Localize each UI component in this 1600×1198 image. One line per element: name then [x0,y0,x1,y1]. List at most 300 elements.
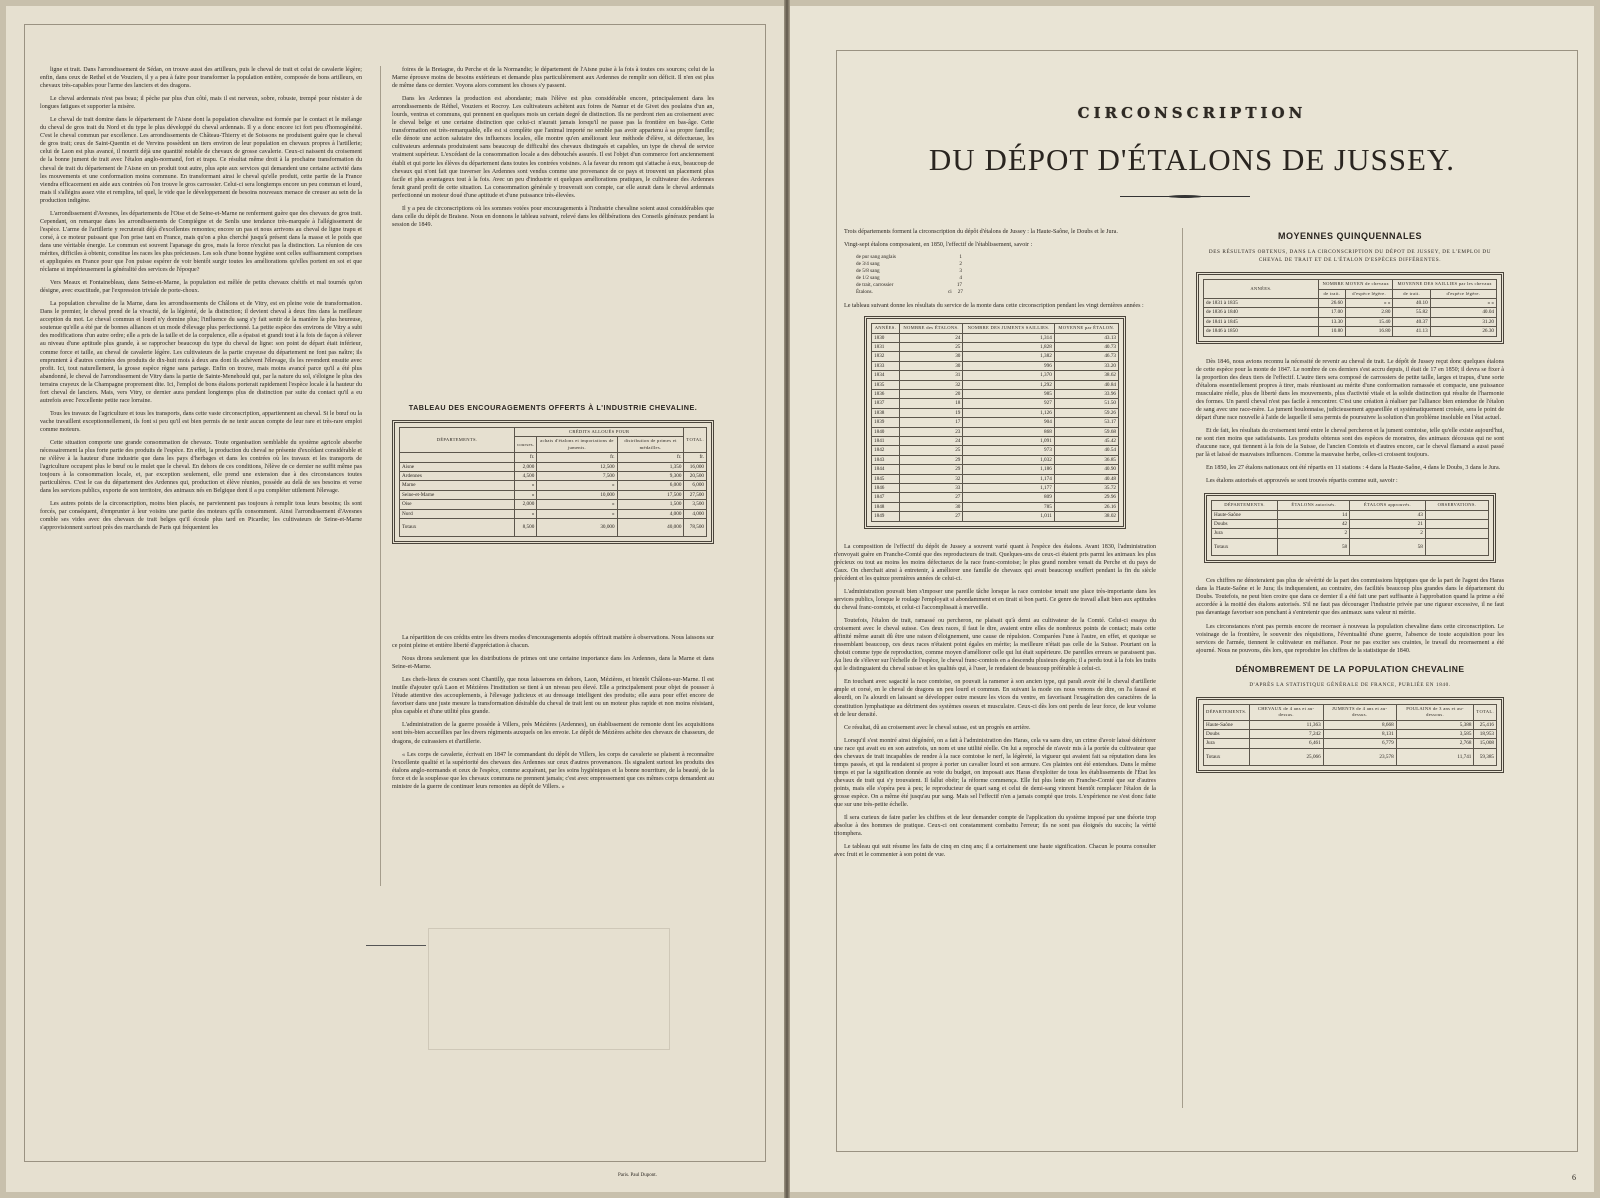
unit-cell: fr. [515,453,537,462]
table-cell: 51.50 [1054,399,1118,408]
ornament-rule [366,944,426,947]
table-cell: 17,500 [617,490,684,499]
table-cell: 785 [963,502,1054,511]
effectif-rows [856,254,1156,289]
table-row [872,399,1119,408]
table-cell: 1,174 [963,474,1054,483]
table-row [872,437,1119,446]
table-cell: 40.73 [1054,342,1118,351]
total-cell: 8,500 [515,519,537,536]
total-label: Totaux [1212,538,1278,555]
unit-cell: fr. [684,453,707,462]
table-cell: 31.20 [1430,317,1496,326]
row-label: Marne [400,481,515,490]
row-label: 1836 [872,389,900,398]
total-row [400,519,707,536]
table-cell: 40.84 [1054,380,1118,389]
table-header-cell: ÉTALONS autorisés. [1278,501,1350,510]
table-cell: 30 [899,361,963,370]
right-column-2-text-b [1196,577,1504,654]
table-cell: 4,000 [617,509,684,518]
table-cell: 1,370 [963,371,1054,380]
table-row [872,380,1119,389]
effectif-row [856,275,1156,282]
table-row [872,502,1119,511]
paragraph: Les chefs-lieux de courses sont Chantilly, que nous laisserons en dehors, Laon, Mézières, et bientôt Châlons-sur-Marne. Il est inutile d'ajouter qu'à Laon et Mézières l'institution se tient à un niveau peu élevé. Elle a principalement pour objet de pousser à l'étude attentive des accouplements, à l'élevage judicieux et au dressage intelligent des produits; elle aura pour effet encore de favoriser dans une juste mesure la transformation désirable du cheval de trait lent ou un moteur plus rapide et non moins résistant, plus capable et d'une utilité plus grande. [392,677,714,716]
table-cell: 24 [899,333,963,342]
col-header-credits: CRÉDITS ALLOUÉS POUR [515,428,684,437]
table-cell: 15,008 [1474,739,1497,748]
row-label: 1849 [872,512,900,521]
paragraph: Le cheval ardennais n'est pas beau; il pèche par plus d'un côté, mais il est nerveux, sobre, robuste, trempé pour résister à de longues fatigues et supporter la misère. [40,96,362,111]
page-number: 6 [1572,1173,1576,1182]
paragraph: Les étalons autorisés et approuvés se sont trouvés répartis comme suit, savoir : [1206,478,1398,485]
table-cell: 17.00 [1319,308,1346,317]
table-header-cell: TOTAL. [1474,704,1497,720]
table-cell: 20,500 [684,472,707,481]
denombrement-title: DÉNOMBREMENT DE LA POPULATION CHEVALINE [1235,663,1465,674]
title-circonscription: CIRCONSCRIPTION [1077,104,1307,122]
paragraph: Le tableau qui suit résume les faits de cinq en cinq ans; il a certainement une haute signification. Chacun le pourra consulter avec fruit et le commenter à son point de vue. [834,844,1156,859]
total-cell: 59,385 [1474,748,1497,765]
table-row [872,361,1119,370]
table-row [1204,739,1497,748]
row-label: 1833 [872,361,900,370]
table-cell: 27,500 [684,490,707,499]
table-cell [1425,529,1488,538]
table-cell: 40.10 [1393,298,1430,307]
table-cell: 59.26 [1054,408,1118,417]
moy-sub-2: d'espèce légère. [1345,289,1393,298]
table-row [400,490,707,499]
table-row [1212,529,1489,538]
table-row [872,371,1119,380]
table-cell: 2,000 [515,500,537,509]
paragraph: En touchant avec sagacité la race comtoise, on pouvait la ramener à son ancien type, qui paraît avoir été le cheval d'artillerie ample et corsé, en le cheval de dragons un peu lourd et commun. En suivant la mode ces nous venons de dire, on l'a faussé et alourdi, on l'a alourdi en laissant se développer outre mesure les vices du ventre, en favorisant l'exagération des caractères de la constitution lymphatique au détriment des systèmes osseux et musculaire. Ceux-ci dès lors ont perdu de leur force, de leur volume et de leur densité. [834,679,1156,718]
effectif-row [856,282,1156,289]
table-cell: 4,500 [515,472,537,481]
table-cell: 53.17 [1054,418,1118,427]
paragraph: Et de fait, les résultats du croisement tenté entre le cheval percheron et la jument comtoise, telle qu'elle existe aujourd'hui, ne sont rien moins que satisfaisants. Les produits obtenus sont des espèces de monstres, des animaux décousus qui ne sont d'aucune race, qui tiennent à la fois de la Suisse, de l'ancien Comtois et d'autres encore, car le cheval flamand a aussi passé par là et laissé de mauvaises influences. Comme la mauvaise herbe, celles-ci croissent toujours. [1196,427,1504,459]
table-cell: 3,500 [684,500,707,509]
table-row [1204,308,1497,317]
effectif-count: 2 [959,261,962,268]
row-label: de 1841 à 1845 [1204,317,1319,326]
table-row [1204,317,1497,326]
row-label: Doubs [1212,520,1278,529]
row-label: Aisne [400,462,515,471]
row-label: 1845 [872,474,900,483]
left-page [6,6,784,1192]
table-cell: 41.13 [1393,327,1430,336]
table-cell: 1,500 [617,500,684,509]
table-row [400,462,707,471]
paragraph: Les autres points de la circonscription, moins bien placés, ne parviennent pas toujours à remplir tous leurs besoins; ils sont forcés, par conséquent, d'emprunter à leur voisins une partie des moteurs qu'ils consomment. Ainsi l'arrondissement d'Avesnes comble ses vides avec des chevaux de trait belges qu'il écoule plus tard en Picardie; les cultivateurs de Seine-et-Marne s'approvisionnent surtout près des marchands de Paris qui fréquentent les [40,501,362,532]
row-label: 1838 [872,408,900,417]
table-header-cell: CHEVAUX de 4 ans et au-dessus. [1249,704,1323,720]
table-cell: 16.80 [1345,327,1393,336]
row-label: 1848 [872,502,900,511]
total-cell: 23,578 [1323,748,1396,765]
encouragements-table-box [392,420,714,543]
table-cell [1425,510,1488,519]
table-cell: 18 [899,399,963,408]
row-label: 1830 [872,333,900,342]
table-cell: 8,668 [1323,720,1396,729]
effectif-count: 4 [959,275,962,282]
table-cell: 2,768 [1396,739,1474,748]
table-cell: 996 [963,361,1054,370]
table-cell: 26.60 [1319,298,1346,307]
intro-2: Le tableau suivant donne les résultats du service de la monte dans cette circonscription pendant les vingt dernières années : [844,303,1144,310]
table-cell: 29.96 [1054,493,1118,502]
row-label: de 1836 à 1840 [1204,308,1319,317]
row-label: 1846 [872,484,900,493]
table-header-cell: POULAINS de 3 ans et au-dessous. [1396,704,1474,720]
table-header-cell: JUMENTS de 4 ans et au-dessus. [1323,704,1396,720]
total-row [1204,748,1497,765]
table-cell: » [537,509,617,518]
table-cell: 10.80 [1319,327,1346,336]
paragraph: Lorsqu'il s'est montré ainsi dégénéré, on a fait à l'administration des Haras, cela va sans dire, un crime d'avoir laissé détériorer une race qui avait eu en son autrefois, un nom et une utilité réelle. On lui a reproché de n'avoir mis à la portée du cultivateur que des chevaux de trait incapables de rendre à la race comtoise le nerf, la légèreté, la vigueur qui avaient fait sa réputation dans les temps passés, et qui la rendaient si propre à porter un cavalier lourd et son armure. Ces plaintes ont été entendues. Dans le même temps et par la signification donnée au vote du budget, on imposait aux Haras d'exploiter de tous les établissements de l'État les chevaux de trait qui s'y trouvaient. Il fallut obéir; la réforme commença. Elle fut plus lente en Franche-Comté que sur d'autres points, mais elle s'opéra peu à peu; le reproducteur de quart sang et celui de demi-sang vinrent bientôt remplacer l'étalon de la grosse espèce. On a même été jusqu'au pur sang. Mais sel l'effectif n'en a jamais compté que trois. L'expérience ne s'est donc faite que sur une très-petite échelle. [834,737,1156,809]
denombrement-subtitle: D'APRÈS LA STATISTIQUE GÉNÉRALE DE FRANCE, PUBLIÉE EN 1840. [1249,681,1451,688]
moy-header-group-1: NOMBRE MOYEN de chevaux [1319,280,1393,289]
table-cell: 2 [1350,529,1426,538]
table-cell: 30 [899,502,963,511]
right-column-1 [834,228,1156,864]
paragraph: Cette situation comporte une grande consommation de chevaux. Toute organisation semblable du système agricole absorbe nécessairement la plus forte partie des produits de l'espèce. En effet, la production du cheval ne présente d'excédant considérable et ne s'élève à la hauteur d'une industrie que dans les pays d'herbages et dans les contrées où les travaux et les transports de l'agriculture occupent plus le bœuf ou le mulet que le cheval. En dehors de ces conditions, l'élève de ce dernier ne suffit même pas toujours à la consommation locale, et, par exception seulement, elle prend une extension due à des circonstances toutes particulières. C'est le cas du département des Ardennes qui, production et élève réunies, possède au delà de ses besoins et verse dans les services publics, exporte de son territoire, des animaux nés en Belgique dont il a pu compléter utilement l'élevage. [40,439,362,495]
row-label: 1839 [872,418,900,427]
total-cell: 11,741 [1396,748,1474,765]
moyennes-title: MOYENNES QUINQUENNALES [1277,231,1422,241]
table-cell: 6,000 [617,481,684,490]
effectif-total [856,289,1156,296]
table-cell: 4,000 [684,509,707,518]
table-cell: 3,585 [1396,730,1474,739]
effectif-row [856,261,1156,268]
table-cell: 30 [899,352,963,361]
moy-sub-4: d'espèce légère. [1430,289,1496,298]
table-cell: 15.40 [1345,317,1393,326]
paragraph: Dans les Ardennes la production est abondante; mais l'élève est plus considérable encore, principalement dans les arrondissements de Réthel, Vouziers et Rocroy. Les cultivateurs achètent aux foires de Namur et de Givet des poulains d'un an, lourds, ventrus et communs, qui prennent en quelques mois un certain degré de distinction. Ils ne perdront rien au croisement avec le cheval belge et une certaine distinction que celui-ci n'aurait jamais lorsqu'il ne passe pas la frontière en bas-âge. Cette transformation est très-remarquable, elle est si complète que l'animal importé ne semble pas avoir appartenu à sa propre famille; elle dénote une action salutaire des influences locales, elle montre qu'en améliorant leur méthode d'élève, si défectueuse, les cultivateurs ardennais produiraient sans beaucoup de difficulté des chevaux distingués et capables, un type de cheval de service vraiment supérieur. L'excédant de la consommation locale a des débouchés assurés. Il est l'objet d'un commerce fort anciennement établi et qui porte les élèves du département dans toutes les contrées voisines. A la faveur du renom qui s'attache à eux, beaucoup de chevaux qui n'ont fait que traverser les Ardennes sont vendus comme une provenance de ce pays et trouvent un placement plus facile et plus avantageux tout à la fois. Avec un peu d'industrie et quelques améliorations pratiques, le cultivateur des Ardennes ferait grand profit de cette situation. La consommation générale y trouverait son compte, car elle aurait dans le cheval ardennais perfectionné un moteur doué d'une aptitude et d'une puissance très-élevées. [392,96,714,199]
paragraph: La répartition de ces crédits entre les divers modes d'encouragements adoptés offrirait matière à observations. Nous laissons sur ce point pleine et entière liberté d'appréciation à chacun. [392,635,714,650]
right-column-divider [1182,228,1183,1108]
table-cell: 21 [1350,520,1426,529]
table-row [400,481,707,490]
table-header-cell: DÉPARTEMENTS. [1212,501,1278,510]
moyennes-table-box [1196,272,1504,343]
row-label: 1840 [872,427,900,436]
row-label: Jura [1212,529,1278,538]
table-cell: 11,363 [1249,720,1323,729]
autorises-table [1211,500,1489,556]
table-cell: 25 [899,446,963,455]
row-label: Haute-Saône [1212,510,1278,519]
table-cell: 1,828 [963,342,1054,351]
moy-header-group-2: MOYENNE DES SAILLIES par les chevaux [1393,280,1497,289]
table-cell: 14 [1278,510,1350,519]
table-cell: 7,242 [1249,730,1323,739]
table-cell: 1,177 [963,484,1054,493]
table-cell: 973 [963,446,1054,455]
total-cell: 25,066 [1249,748,1323,765]
table-cell: 26.16 [1054,502,1118,511]
page-title: DU DÉPOT D'ÉTALONS DE JUSSEY. [928,142,1456,177]
row-label: 1832 [872,352,900,361]
paragraph: Ce résultat, dû au croisement avec le cheval suisse, est un progrès en arrière. [844,724,1031,731]
row-label: 1842 [872,446,900,455]
table-cell: 25,416 [1474,720,1497,729]
effectif-count: 3 [959,268,962,275]
table-cell: 31 [899,371,963,380]
table-cell: 33.96 [1054,389,1118,398]
table-cell: 9,300 [617,472,684,481]
row-label: de 1846 à 1850 [1204,327,1319,336]
table-row [872,465,1119,474]
table-cell: 1,091 [963,437,1054,446]
row-label: 1847 [872,493,900,502]
table-cell: 6,461 [1249,739,1323,748]
table-cell: 27 [899,512,963,521]
table-cell: 27 [899,493,963,502]
table-row [400,509,707,518]
table-row [872,342,1119,351]
title-ornament [1120,195,1250,199]
right-column-1-text [834,543,1156,860]
total-label: Totaux [1204,748,1250,765]
left-column-2-continued [392,634,714,796]
encouragements-body [400,453,707,536]
table-cell: 36.85 [1054,455,1118,464]
table-cell: 26.30 [1430,327,1496,336]
paragraph: Ces chiffres ne dénoteraient pas plus de sévérité de la part des commissions hippiques que de la part de l'agent des Haras dans la Haute-Saône et le Jura; ils indiqueraient, au contraire, des facilités beaucoup plus grandes dans le département du Doubs. Toutefois, ne peut bien croire que dans ce dernier il a été fait une part suffisante à l'approbation quand la prime a été accordée à la moitié des étalons autorisés. S'il ne faut pas décourager l'industrie privée par une rigueur excessive, il ne faut pas davantage favoriser son penchant à s'entretenir que des animaux sans valeur ni mérite. [1196,578,1504,617]
table-row [1204,730,1497,739]
paragraph: foires de la Bretagne, du Perche et de la Normandie; le département de l'Aisne puise à la fois à toutes ces sources; celui de la Marne éprouve moins de besoins extérieurs et demande plus particulièrement aux Ardennes de remplir son déficit. Il n'en est plus de même dans ce dernier. Voyons alors comment les choses s'y passent. [392,67,714,90]
paragraph: La composition de l'effectif du dépôt de Jussey a souvent varié quant à l'espèce des étalons. Avant 1830, l'administration n'envoyait guère en Franche-Comté que des reproducteurs de trait. Quelques-uns de ceux-ci étaient pris parmi les animaux les plus précieux ou tout au moins les moins défectueux de la race franc-comtoise; le plus grand nombre venait du Perche et du pays de Caux. On cherchait ainsi à entretenir, à améliorer une famille de chevaux qui avait beaucoup souffert pendant la fin du siècle précédent et les quinze premières années de celui-ci. [834,543,1156,582]
left-column-1 [40,66,362,537]
table-row [1212,510,1489,519]
table-cell: 42 [1278,520,1350,529]
table-cell: 1,032 [963,455,1054,464]
moy-sub-1: de trait. [1319,289,1346,298]
intro-paragraph: Trois départements forment la circonscription du dépôt d'étalons de Jussey : la Haute-Saône, le Doubs et le Jura. [844,229,1118,235]
table-cell: 8,131 [1323,730,1396,739]
table-cell: 10,000 [537,490,617,499]
table-cell [1425,520,1488,529]
table-row [872,474,1119,483]
effectif-total-label: ci [948,289,952,296]
effectif-row [856,254,1156,261]
monte-header-row [872,324,1119,333]
table-cell: 40.04 [1430,308,1496,317]
paragraph: Tous les travaux de l'agriculture et tous les transports, dans cette vaste circonscription, appartiennent au cheval. Si le bœuf ou la vache travaillent exceptionnellement, ils font si peu qu'il est bien permis de ne tenir aucun compte de leur rare et très-rare emploi comme moteurs. [40,410,362,433]
table-cell: 38.02 [1054,512,1118,521]
effectif-count: 1 [959,254,962,261]
table-cell: 33.20 [1054,361,1118,370]
col-header-primes: distribution de primes et médailles. [617,437,684,453]
moy-header-annees: ANNÉES. [1204,280,1319,299]
right-column-2-text [1196,358,1504,486]
table-header-cell: DÉPARTEMENTS. [1204,704,1250,720]
table-cell: 38.62 [1054,371,1118,380]
table-row [1204,720,1497,729]
monte-body [872,333,1119,521]
table-cell: 43 [1350,510,1426,519]
autorises-body [1212,510,1489,556]
table-cell: 25 [899,342,963,351]
table-cell: 18,953 [1474,730,1497,739]
row-label: 1837 [872,399,900,408]
row-label: Jura [1204,739,1250,748]
total-cell [1425,538,1488,555]
autorises-table-box [1204,493,1496,563]
paragraph: Nous dirons seulement que les distributions de primes ont une certaine importance dans les Ardennes, dans la Marne et dans Seine-et-Marne. [392,656,714,671]
table-cell: » [515,490,537,499]
autorises-header-row [1212,501,1489,510]
table-cell: 809 [963,493,1054,502]
faint-showthrough [428,928,670,1050]
table-cell: 24 [899,437,963,446]
table-cell: » » [1345,298,1393,307]
table-header-cell: ÉTALONS approuvés. [1350,501,1426,510]
paragraph: Vers Meaux et Fontainebleau, dans Seine-et-Marne, la population est mêlée de petits chevaux chétifs et mal tournés qu'on désigne, avec exactitude, par l'expression triviale de porte-choux. [40,280,362,295]
row-label: Doubs [1204,730,1250,739]
printer-imprint: Paris. Paul Dupont. [618,1173,657,1178]
col-header-courses: courses. [515,437,537,453]
row-label: Oise [400,500,515,509]
effectif-row [856,268,1156,275]
table-cell: 12,500 [537,462,617,471]
row-label: 1841 [872,437,900,446]
table-cell: 35.72 [1054,484,1118,493]
col-header-total: TOTAL. [684,428,707,453]
table-header-cell: NOMBRE des ÉTALONS. [899,324,963,333]
table-row [872,408,1119,417]
col-header-achats: achats d'étalons et importations de juments. [537,437,617,453]
paragraph: Toutefois, l'étalon de trait, ramassé ou percheron, ne plaisait qu'à demi au cultivateur de la Comté. Celui-ci essaya du croisement avec le cheval suisse. Ces deux races, il faut le dire, avaient entre elles de nombreux points de contact; mais cette affinité même aurait dû être une raison d'éloignement, une cause de répulsion. Comparées l'une à l'autre, en effet, et quoique se ressemblant beaucoup, ces deux races n'étaient point égales en mérite; la meilleure n'était pas celle de la Suisse. Pourtant on la choisit comme type de reproduction, comme moyen d'améliorer celle qui lui était supérieure. De pareilles erreurs se paraissent pas. Au lieu de s'élever sur l'échelle de l'espèce, le cheval franc-comtois en a descendu plusieurs degrés; il a perdu tout à la fois les traits qui le distinguaient du cheval suisse et les qualités qui, à l'user, le rendaient de beaucoup préférable à celui-ci. [834,618,1156,673]
table-row [872,418,1119,427]
right-column-2 [1196,228,1504,773]
denombrement-table [1203,704,1497,766]
row-label: Ardennes [400,472,515,481]
effectif-kind: de trait, carrossier [856,282,894,289]
table-row [400,500,707,509]
table-row [872,389,1119,398]
paragraph: La population chevaline de la Marne, dans les arrondissements de Châlons et de Vitry, est en pleine voie de transformation. Dans le premier, le cheval prend de la vivacité, de la légèreté, de la distinction; il devient cheval à deux fins dans la meilleure acception du mot. Le cheval commun et lourd n'y domine plus; l'influence du sang s'y fait sentir de la manière la plus heureuse, soutenue qu'elle a été par de bonnes alliances et un mode d'élevage plus perfectionné. La petite espèce des environs de Vitry a subi des modifications d'un autre ordre; elle a pris de la taille et de la corpulence, elle a épaissi et grandi tout à la fois de façon à s'élever au niveau d'une aptitude plus grande, à se rapprocher beaucoup du type du cheval de ligne: son point de départ était inférieur, comme force et taille, au cheval de cavalerie légère. Les cultivateurs de la partie crayeuse du département ne font pas naître; ils empruntent à d'autres contrées des produits de dix-huit mois à deux ans dont ils achèvent l'élevage, ils les revendent ensuite avec profit. Ici, tout naturellement, la grosse espèce règne sans partage. Enfin on trouve, mais moins avancé parce qu'il a été plus abandonné, le cheval de l'arrondissement de Vitry dans la partie de Sainte-Menehould qui, par la nature du sol, s'éloigne le plus des terrains crayeux de la Champagne proprement dite. Ici, l'emploi de bons étalons porterait rapidement l'espèce locale à la hauteur du fort cheval de lanciers. Mais, vers Vitry, ce dernier aura pendant longtemps plus de distinction par suite du contact qu'il a eu autrefois avec l'excellente petite race lorraine. [40,301,362,404]
table-cell: 2.80 [1345,308,1393,317]
effectif-count: 17 [956,282,962,289]
table-cell: 904 [963,418,1054,427]
table-row [872,484,1119,493]
moy-sub-3: de trait. [1393,289,1430,298]
paragraph: « Les corps de cavalerie, écrivait en 1847 le commandant du dépôt de Villers, les corps de cavalerie se plaisent à reconnaître l'excellente qualité et la supériorité des chevaux des Ardennes sur ceux d'autres provenances. Ils signalent surtout les produits des étalons anglo-normands et ceux de l'espèce, comme acquérant, par les soins hygiéniques et la bonne nourriture, de la beauté, de la force et de la souplesse que les chevaux communs ne prennent jamais; c'est avec empressement que ces mêmes corps demandent au ministre de la guerre de continuer leurs remontes au dépôt de Villers. » [392,751,714,790]
table-cell: 985 [963,389,1054,398]
table-cell: 29 [899,455,963,464]
table-cell: 1,126 [963,408,1054,417]
table-cell: 1,292 [963,380,1054,389]
table-header-cell: OBSERVATIONS. [1425,501,1488,510]
moyennes-table [1203,279,1497,336]
paragraph: En 1850, les 27 étalons nationaux ont été répartis en 11 stations : 4 dans la Haute-Saône, 4 dans le Doubs, 3 dans le Jura. [1206,465,1501,472]
table-cell: 17 [899,418,963,427]
table-cell: 19 [899,408,963,417]
table-row [1204,327,1497,336]
table-cell: » [515,481,537,490]
table-cell: 55.82 [1393,308,1430,317]
paragraph: Il sera curieux de faire parler les chiffres et de leur demander compte de l'application du système imposé par une théorie trop absolue à des hommes de pratique. Ceux-ci ont constamment combattu l'erreur; ils ne sont pas éloignés du succès; la vérité triomphera. [834,815,1156,838]
table-row [872,512,1119,521]
table-row [872,455,1119,464]
table-cell: » » [1430,298,1496,307]
table-cell: 43.13 [1054,333,1118,342]
total-cell: 58 [1350,538,1426,555]
table-cell: 32 [899,380,963,389]
paragraph: L'administration de la guerre possède à Villers, près Mézières (Ardennes), un établissement de remonte dont les acquisitions sont très-bien accueillies par les divers régiments auxquels on les envoie. Le dépôt de Mézières achète des chevaux de chasseurs, de dragons, de cuirassiers et d'artillerie. [392,722,714,745]
unit-cell: fr. [537,453,617,462]
moyennes-subtitle: DES RÉSULTATS OBTENUS, DANS LA CIRCONSCRIPTION DU DÉPOT DE JUSSEY, DE L'EMPLOI DU CHEVAL DE TRAIT ET DE L'ÉTALON D'ESPÈCES DIFFÉRENTES. [1208,249,1492,264]
column-divider [380,66,381,886]
table-cell: 868 [963,427,1054,436]
table-cell: 46.73 [1054,352,1118,361]
table-cell: 2 [1278,529,1350,538]
total-label: Totaux [400,519,515,536]
table-cell: 7,500 [537,472,617,481]
table-cell: » [515,509,537,518]
table-cell: 40.54 [1054,446,1118,455]
table-row [872,446,1119,455]
table-cell: 40.90 [1054,465,1118,474]
table-cell: 1,314 [963,333,1054,342]
row-label: de 1831 à 1835 [1204,298,1319,307]
table-cell: 2,000 [515,462,537,471]
table-cell: 40.37 [1393,317,1430,326]
total-cell: 78,500 [684,519,707,536]
units-blank [400,453,515,462]
monte-table [871,323,1119,522]
row-label: 1831 [872,342,900,351]
table-row [872,427,1119,436]
table-row [872,352,1119,361]
row-label: 1843 [872,455,900,464]
paragraph: Le cheval de trait domine dans le département de l'Aisne dont la population chevaline est formée par le contact et le mélange du cheval de gros trait du Nord et du type le plus développé du cheval ardennais. Il y a donc encore ici fort peu d'homogénéité. C'est le cheval commun par excellence. Les arrondissements de Château-Thierry et de Soissons ne produisent guère que le cheval de gros trait; ceux de Saint-Quentin et de Vervins possèdent un tiers environ de leur population en chevaux propres à l'artillerie; celui de Laon est plus avancé, il nourrit déjà une quantité notable de chevaux de grosse cavalerie. Ceux-ci naissent du croisement de la bonne jument de trait avec l'étalon anglo-normand, fort et trapu. Ce résultat même droit à la prochaine transformation du cheval de trait du département de l'Aisne en un produit tout autre, plus apte aux services qui demandent une certaine activité dans les mouvements et une conformation moins commune. En transformant ainsi le cheval qu'elle produit, cette partie de la France viendra efficacement en aide aux contrées où l'on trouve le gros carrossier. Celui-ci sera longtemps encore un peu commun et lourd, mais il s'allégira assez vite et remplira, tel quel, le vide que le développement de besoins nouveaux menace de creuser au sein de la production indigène. [40,117,362,204]
table-cell: 40.48 [1054,474,1118,483]
encouragements-title: TABLEAU DES ENCOURAGEMENTS OFFERTS À L'INDUSTRIE CHEVALINE. [408,403,698,412]
table-cell: 23 [899,427,963,436]
encouragements-table [399,427,707,536]
table-header-cell: ANNÉES. [872,324,900,333]
monte-table-box [864,316,1126,529]
table-cell: 59.68 [1054,427,1118,436]
total-cell: 58 [1278,538,1350,555]
table-cell: 1,186 [963,465,1054,474]
paragraph: L'arrondissement d'Avesnes, les départements de l'Oise et de Seine-et-Marne ne renferment guère que des chevaux de gros trait. Cependant, on remarque dans les arrondissements de Compiègne et de Senlis une tendance très-marquée à l'allégissement de l'espèce. L'arme de l'artillerie y recruterait déjà d'excellentes remontes; encore un pas et nous arrivons au cheval de ligne trapu et corsé, à ce moteur puissant que l'on prise tant en France, mais qu'on a plus cherché jusqu'à présent dans la masse et le poids que dans une véritable énergie. Le commun est souvent l'apanage du gros, mais la force n'exclut pas la distinction. La réunion de ces mérites, difficiles à obtenir, constitue les races les plus précieuses. Les sols d'une bonne hygiène sont celles suffisamment comprises et appliquées en France pour que l'on puisse espérer de voir bientôt surgir toutes les améliorations qu'elles portent en soi et que réclame si impérieusement la généralité des services de l'époque? [40,210,362,274]
table-cell: 1,011 [963,512,1054,521]
table-cell: 6,000 [684,481,707,490]
total-cell: 30,000 [537,519,617,536]
table-cell: 45.42 [1054,437,1118,446]
table-cell: » [537,500,617,509]
table-cell: 6,779 [1323,739,1396,748]
denombrement-header-row [1204,704,1497,720]
row-label: Seine-et-Marne [400,490,515,499]
table-cell: 13.30 [1319,317,1346,326]
col-header-departments: DÉPARTEMENTS. [400,428,515,453]
table-cell: 29 [899,465,963,474]
row-label: Haute-Saône [1204,720,1250,729]
denombrement-body [1204,720,1497,766]
table-cell: 16,000 [684,462,707,471]
table-cell: 32 [899,474,963,483]
